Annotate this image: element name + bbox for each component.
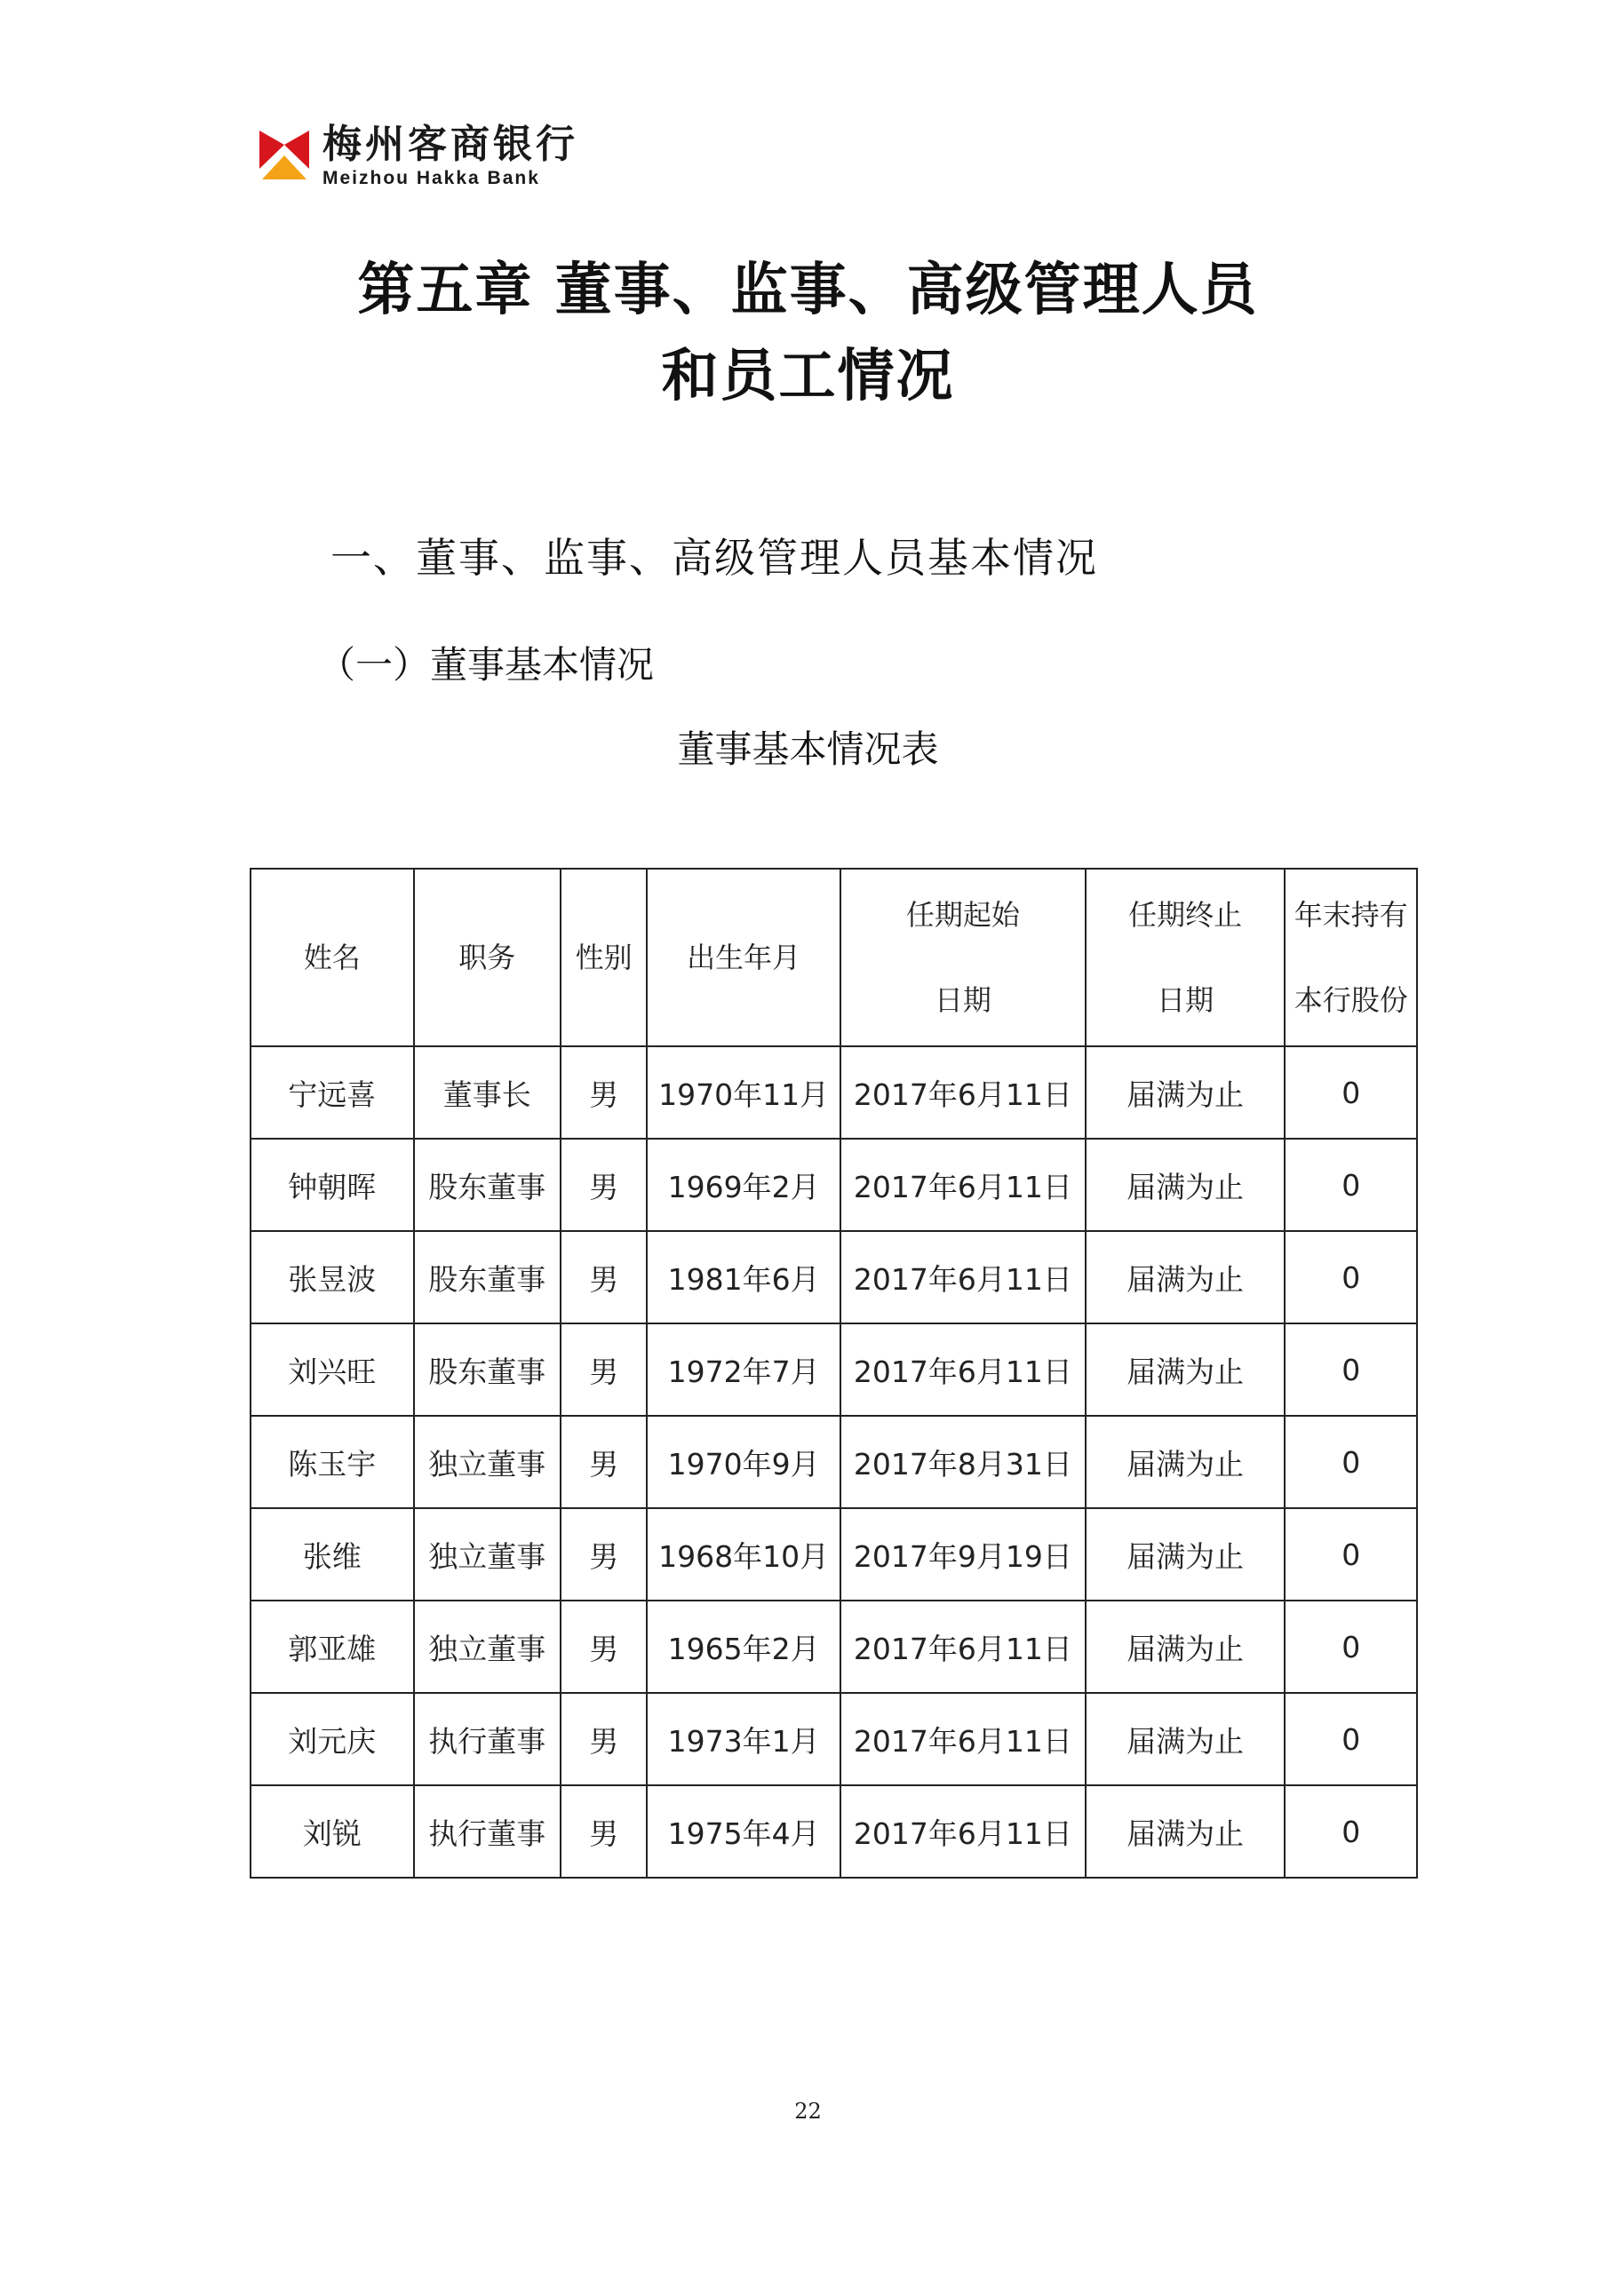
table-row: [251, 1323, 1417, 1416]
cell-shares: 0: [1285, 1046, 1417, 1139]
cell-position: 董事长: [414, 1046, 561, 1139]
cell-birth: 1973年1月: [647, 1693, 840, 1785]
header-gender: 性别: [561, 869, 647, 1046]
header-term-end: [1086, 869, 1286, 1046]
cell-gender: 男: [561, 1323, 647, 1416]
cell-birth: 1972年7月: [647, 1323, 840, 1416]
cell-position: 股东董事: [414, 1139, 561, 1231]
page-number: 22: [794, 2099, 822, 2124]
cell-name: 张维: [251, 1508, 414, 1601]
cell-term-end: 届满为止: [1086, 1139, 1286, 1231]
cell-term-start: 2017年6月11日: [840, 1139, 1086, 1231]
cell-name: 张昱波: [251, 1231, 414, 1323]
cell-birth: 1970年11月: [647, 1046, 840, 1139]
bank-name-en: Meizhou Hakka Bank: [322, 168, 540, 188]
cell-name: 宁远喜: [251, 1046, 414, 1139]
header-name: 姓名: [251, 869, 414, 1046]
cell-term-start: 2017年6月11日: [840, 1323, 1086, 1416]
cell-term-end: 届满为止: [1086, 1231, 1286, 1323]
cell-gender: 男: [561, 1601, 647, 1693]
directors-table: [250, 868, 1418, 1879]
cell-term-start: 2017年8月31日: [840, 1416, 1086, 1508]
cell-position: 执行董事: [414, 1693, 561, 1785]
cell-gender: 男: [561, 1416, 647, 1508]
header-term-end-line1: 任期终止: [1128, 898, 1243, 932]
cell-gender: 男: [561, 1508, 647, 1601]
cell-term-end: 届满为止: [1086, 1693, 1286, 1785]
cell-gender: 男: [561, 1046, 647, 1139]
cell-shares: 0: [1285, 1508, 1417, 1601]
table-row: [251, 1416, 1417, 1508]
cell-birth: 1970年9月: [647, 1416, 840, 1508]
cell-term-end: 届满为止: [1086, 1416, 1286, 1508]
cell-term-start: 2017年6月11日: [840, 1785, 1086, 1878]
cell-name: 刘锐: [251, 1785, 414, 1878]
cell-name: 刘兴旺: [251, 1323, 414, 1416]
cell-gender: 男: [561, 1139, 647, 1231]
header-shares-line1: 年末持有: [1294, 898, 1408, 932]
cell-position: 独立董事: [414, 1601, 561, 1693]
header-term-start: [840, 869, 1086, 1046]
cell-position: 执行董事: [414, 1785, 561, 1878]
cell-term-start: 2017年6月11日: [840, 1693, 1086, 1785]
table-row: [251, 1046, 1417, 1139]
cell-name: 陈玉宇: [251, 1416, 414, 1508]
cell-name: 郭亚雄: [251, 1601, 414, 1693]
cell-shares: 0: [1285, 1139, 1417, 1231]
table-caption: 董事基本情况表: [677, 727, 939, 771]
cell-term-start: 2017年6月11日: [840, 1046, 1086, 1139]
bank-logo-icon: [257, 126, 312, 185]
cell-name: 钟朝晖: [251, 1139, 414, 1231]
cell-term-start: 2017年9月19日: [840, 1508, 1086, 1601]
header-term-start-line1: 任期起始: [905, 898, 1020, 932]
table-header-row: [251, 869, 1417, 1046]
cell-position: 股东董事: [414, 1323, 561, 1416]
cell-birth: 1975年4月: [647, 1785, 840, 1878]
cell-shares: 0: [1285, 1231, 1417, 1323]
cell-position: 独立董事: [414, 1416, 561, 1508]
cell-gender: 男: [561, 1231, 647, 1323]
table-row: [251, 1693, 1417, 1785]
section-heading: 一、董事、监事、高级管理人员基本情况: [330, 534, 1098, 582]
cell-term-start: 2017年6月11日: [840, 1601, 1086, 1693]
cell-birth: 1968年10月: [647, 1508, 840, 1601]
cell-birth: 1965年2月: [647, 1601, 840, 1693]
cell-term-end: 届满为止: [1086, 1046, 1286, 1139]
header-position: 职务: [414, 869, 561, 1046]
cell-shares: 0: [1285, 1693, 1417, 1785]
cell-birth: 1981年6月: [647, 1231, 840, 1323]
cell-position: 股东董事: [414, 1231, 561, 1323]
cell-birth: 1969年2月: [647, 1139, 840, 1231]
cell-term-end: 届满为止: [1086, 1601, 1286, 1693]
bank-name-cn: 梅州客商银行: [322, 122, 578, 167]
cell-term-end: 届满为止: [1086, 1785, 1286, 1878]
cell-term-start: 2017年6月11日: [840, 1231, 1086, 1323]
cell-shares: 0: [1285, 1416, 1417, 1508]
table-row: [251, 1231, 1417, 1323]
header-shares: [1285, 869, 1417, 1046]
cell-shares: 0: [1285, 1601, 1417, 1693]
table-row: [251, 1601, 1417, 1693]
header-birth: 出生年月: [647, 869, 840, 1046]
header-term-end-line2: 日期: [1157, 983, 1214, 1017]
sub-heading: （一）董事基本情况: [318, 643, 655, 687]
cell-shares: 0: [1285, 1785, 1417, 1878]
header-shares-line2: 本行股份: [1294, 983, 1408, 1017]
cell-term-end: 届满为止: [1086, 1323, 1286, 1416]
bank-logo: [257, 123, 578, 188]
chapter-title-line2: 和员工情况: [661, 344, 955, 409]
chapter-title-line1: 第五章 董事、监事、高级管理人员: [357, 258, 1259, 323]
cell-shares: 0: [1285, 1323, 1417, 1416]
cell-gender: 男: [561, 1785, 647, 1878]
table-row: [251, 1785, 1417, 1878]
cell-gender: 男: [561, 1693, 647, 1785]
table-row: [251, 1508, 1417, 1601]
header-term-start-line2: 日期: [934, 983, 991, 1017]
cell-name: 刘元庆: [251, 1693, 414, 1785]
cell-position: 独立董事: [414, 1508, 561, 1601]
table-row: [251, 1139, 1417, 1231]
cell-term-end: 届满为止: [1086, 1508, 1286, 1601]
